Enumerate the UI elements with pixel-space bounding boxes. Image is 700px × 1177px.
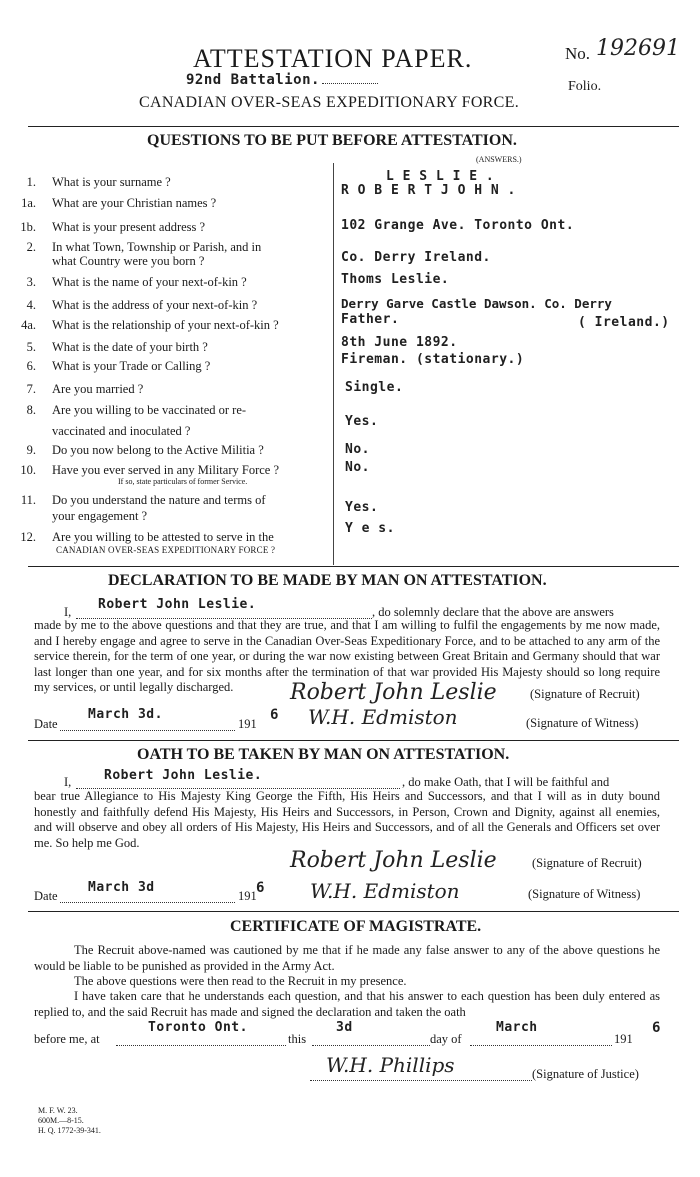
answers-column-rule: [333, 163, 334, 565]
month-line: [470, 1045, 612, 1046]
question-number: 2.: [26, 240, 36, 254]
question-number: 1.: [26, 175, 36, 189]
answer-birthplace: Co. Derry Ireland.: [341, 250, 491, 265]
declaration-line1: , do solemnly declare that the above are answers: [372, 605, 614, 619]
battalion-line: [322, 83, 378, 84]
question-text: Do you now belong to the Active Militia ?: [52, 443, 264, 457]
question-number: 8.: [26, 403, 36, 417]
battalion: 92nd Battalion.: [186, 72, 320, 88]
question-text: What is the relationship of your next-of-kin ?: [52, 318, 279, 332]
divider: [28, 126, 679, 127]
certificate-p3: I have taken care that he understands each question, and that his answer to each question has been duly entered as replied to, and the said Recruit has made and signed the declaration and taken the oath: [34, 989, 660, 1019]
question-number: 4a.: [21, 318, 36, 332]
regimental-number: 192691: [596, 36, 680, 61]
question-text: Are you married ?: [52, 382, 144, 396]
certificate-year-prefix: 191: [614, 1032, 633, 1046]
answer-militia: No.: [345, 442, 370, 457]
question-number: 6.: [26, 359, 36, 373]
answer-understand-terms: Yes.: [345, 500, 379, 515]
oath-date-label: Date: [34, 889, 58, 903]
question-number: 10.: [20, 463, 36, 477]
question-text: Are you willing to be vaccinated or re-: [52, 403, 247, 417]
oath-witness-signature-label: (Signature of Witness): [528, 887, 641, 901]
certificate-p2: The above questions were then read to the Recruit in my presence.: [74, 974, 407, 988]
year-suffix: 6: [270, 707, 279, 723]
oath-year-prefix: 191: [238, 889, 257, 903]
folio-label: Folio.: [568, 79, 602, 94]
question-text: In what Town, Township or Parish, and in: [52, 240, 262, 254]
declaration-heading: DECLARATION TO BE MADE BY MAN ON ATTESTATION.: [108, 572, 547, 589]
answer-surname: L E S L I E .: [386, 169, 495, 184]
question-text-cont: vaccinated and inoculated ?: [52, 424, 191, 438]
answer-next-of-kin-address: Derry Garve Castle Dawson. Co. Derry: [341, 296, 612, 311]
answer-willing-attest: Y e s.: [345, 521, 395, 536]
justice-line: [310, 1080, 532, 1081]
question-text-cont: CANADIAN OVER-SEAS EXPEDITIONARY FORCE ?: [56, 545, 276, 555]
answer-relationship: Father.: [341, 312, 400, 327]
oath-name: Robert John Leslie.: [104, 768, 263, 783]
question-number: 4.: [26, 298, 36, 312]
oath-heading: OATH TO BE TAKEN BY MAN ON ATTESTATION.: [137, 746, 510, 763]
question-number: 9.: [26, 443, 36, 457]
date-line: [60, 730, 235, 731]
day-of-label: day of: [430, 1032, 462, 1046]
question-text: What is the address of your next-of-kin ?: [52, 298, 258, 312]
before-label: before me, at: [34, 1032, 100, 1046]
question-text: What are your Christian names ?: [52, 196, 217, 210]
question-number: 1a.: [21, 196, 36, 210]
question-text-cont: what Country were you born ?: [52, 254, 205, 268]
this-label: this: [288, 1032, 307, 1046]
witness-signature: W.H. Edmiston: [308, 705, 458, 729]
question-text: What is the name of your next-of-kin ?: [52, 275, 247, 289]
question-text: What is your surname ?: [52, 175, 171, 189]
place-line: [116, 1045, 286, 1046]
oath-recruit-signature-label: (Signature of Recruit): [532, 856, 642, 870]
date-label: Date: [34, 717, 58, 731]
oath-line1: , do make Oath, that I will be faithful and: [402, 775, 610, 789]
recruit-signature: Robert John Leslie: [290, 680, 497, 705]
answer-next-of-kin: Thoms Leslie.: [341, 272, 450, 287]
recruit-signature-label: (Signature of Recruit): [530, 687, 640, 701]
declaration-name: Robert John Leslie.: [98, 597, 257, 612]
question-text: What is the date of your birth ?: [52, 340, 208, 354]
question-text: Are you willing to be attested to serve in the: [52, 530, 274, 544]
witness-signature-label: (Signature of Witness): [526, 716, 639, 730]
certificate-month: March: [496, 1020, 538, 1035]
day-line: [312, 1045, 430, 1046]
question-text-cont: your engagement ?: [52, 509, 148, 523]
answer-christian-names: R O B E R T J O H N .: [341, 183, 516, 198]
answer-trade: Fireman. (stationary.): [341, 352, 525, 367]
question-note: If so, state particulars of former Service.: [118, 477, 248, 486]
answer-vaccinated: Yes.: [345, 414, 379, 429]
hq-code: H. Q. 1772-39-341.: [38, 1126, 101, 1135]
number-label: No.: [565, 44, 591, 63]
force-name: CANADIAN OVER-SEAS EXPEDITIONARY FORCE.: [139, 94, 520, 111]
justice-signature-label: (Signature of Justice): [532, 1067, 639, 1081]
question-number: 12.: [20, 530, 36, 544]
oath-date: March 3d: [88, 880, 155, 895]
oath-year-suffix: 6: [256, 880, 265, 896]
year-prefix: 191: [238, 717, 257, 731]
certificate-heading: CERTIFICATE OF MAGISTRATE.: [230, 918, 482, 935]
certificate-day: 3d: [336, 1020, 353, 1035]
oath-witness-signature: W.H. Edmiston: [310, 879, 460, 903]
page-title: ATTESTATION PAPER.: [193, 44, 473, 73]
declaration-text: made by me to the above questions and that they are true, and that I am willing to fulfil the engagements by me now made, and I hereby engage and agree to serve in the Canadian Over-Seas Expeditionary Force, and to be attached to any arm of the service therein, for the term of one year, or during the war now existing between Great Britain and Germany should that war last longer than one year, and for six months after the termination of that war provided His Majesty should so long require my services, or until legally discharged.: [34, 618, 660, 694]
question-text: Do you understand the nature and terms of: [52, 493, 266, 507]
question-text: What is your Trade or Calling ?: [52, 359, 211, 373]
declaration-date: March 3d.: [88, 707, 163, 722]
answer-relationship-cont: ( Ireland.): [578, 315, 670, 330]
divider: [28, 911, 679, 912]
answer-married: Single.: [345, 380, 404, 395]
question-number: 3.: [26, 275, 36, 289]
question-text: Have you ever served in any Military Force ?: [52, 463, 280, 477]
questions-heading: QUESTIONS TO BE PUT BEFORE ATTESTATION.: [147, 132, 517, 149]
certificate-year-suffix: 6: [652, 1020, 661, 1036]
question-number: 11.: [20, 493, 36, 507]
answers-label: (ANSWERS.): [476, 155, 522, 164]
oath-date-line: [60, 902, 235, 903]
oath-text: bear true Allegiance to His Majesty King George the Fifth, His Heirs and Successors, and that I will as in duty bound honestly and faithfully defend His Majesty, His Heirs and Successors, in Person, Crown and Dignity, against all enemies, and will observe and obey all orders of His Majesty, His Heirs and Successors, and of all the Generals and Officers set over me. So help me God.: [34, 789, 660, 850]
question-number: 7.: [26, 382, 36, 396]
answer-birth-date: 8th June 1892.: [341, 335, 458, 350]
question-number: 5.: [26, 340, 36, 354]
justice-signature: W.H. Phillips: [326, 1053, 455, 1077]
oath-i: I,: [64, 775, 72, 789]
question-number: 1b.: [20, 220, 36, 234]
answer-address: 102 Grange Ave. Toronto Ont.: [341, 218, 575, 233]
form-code: M. F. W. 23.: [38, 1106, 78, 1115]
answer-military-service: No.: [345, 460, 370, 475]
print-code: 600M.—8-15.: [38, 1116, 84, 1125]
divider: [28, 566, 679, 567]
divider: [28, 740, 679, 741]
certificate-place: Toronto Ont.: [148, 1020, 248, 1035]
oath-recruit-signature: Robert John Leslie: [290, 848, 497, 873]
certificate-p1: The Recruit above-named was cautioned by me that if he made any false answer to any of the above questions he would be liable to be punished as provided in the Army Act.: [34, 943, 660, 973]
declaration-i: I,: [64, 605, 72, 619]
question-text: What is your present address ?: [52, 220, 206, 234]
